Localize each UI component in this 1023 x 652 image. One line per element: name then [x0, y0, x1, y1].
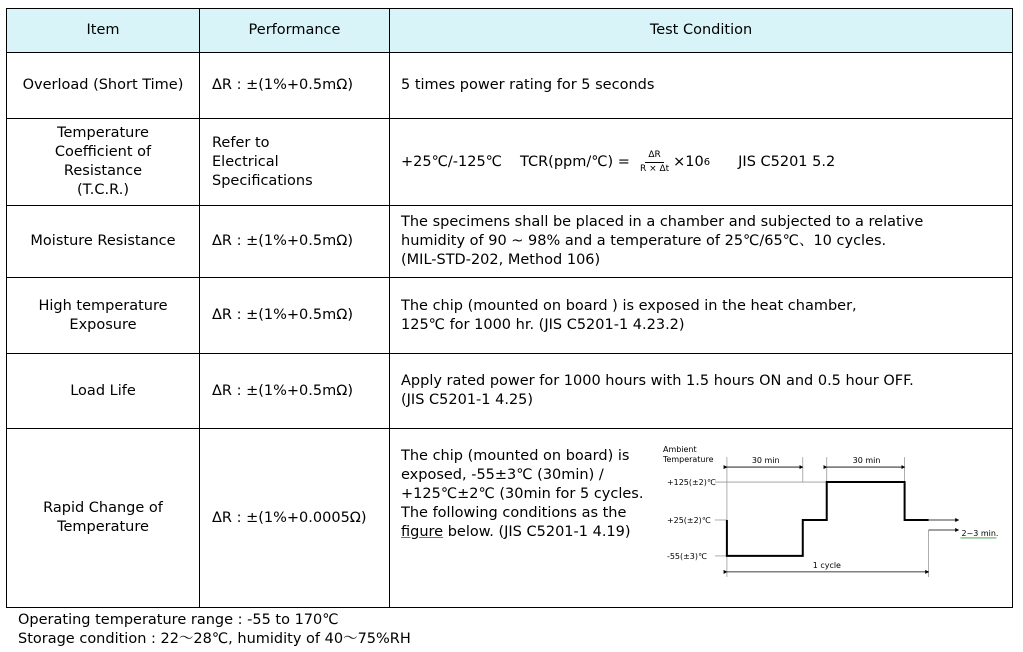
item-cell	[7, 119, 200, 206]
temperature-profile	[726, 482, 928, 556]
row-tcr	[7, 119, 1013, 206]
table-header-row	[7, 9, 1013, 53]
ambient-label-1: Ambient	[662, 445, 697, 455]
fraction-denominator: R × Δt	[639, 163, 670, 174]
item-cell: Moisture Resistance	[7, 206, 200, 278]
test-condition-cell	[390, 354, 1013, 429]
item-line: Rapid Change of	[43, 500, 163, 516]
storage-condition-note: Storage condition : 22～28℃, humidity of 40～75%RH	[18, 631, 411, 647]
cycle-label: 1 cycle	[812, 560, 841, 570]
figure-word: figure	[401, 524, 444, 540]
performance-cell: ΔR : ±(1%+0.0005Ω)	[200, 429, 390, 608]
tcr-label: TCR(ppm/℃) =	[519, 153, 630, 170]
item-cell: Load Life	[7, 354, 200, 429]
row-high-temperature	[7, 278, 1013, 354]
temp-high-label: +125(±2)℃	[666, 478, 716, 488]
row-overload	[7, 53, 1013, 119]
operating-temperature-note: Operating temperature range : -55 to 170℃	[18, 612, 339, 628]
test-specification-table	[6, 8, 1013, 608]
performance-line: Specifications	[212, 172, 313, 189]
fraction-numerator: ΔR	[645, 150, 663, 163]
test-line: The specimens shall be placed in a chamber and subjected to a relative	[401, 214, 924, 230]
temp-low-label: -55(±3)℃	[666, 551, 707, 561]
test-line: The following conditions as the	[401, 505, 627, 521]
row-rapid-change	[7, 429, 1013, 608]
item-line: (T.C.R.)	[77, 182, 129, 198]
row-moisture	[7, 206, 1013, 278]
test-line: humidity of 90 ~ 98% and a temperature of 25℃/65℃、10 cycles.	[401, 233, 887, 249]
rapid-change-content	[401, 429, 1012, 577]
performance-line: Refer to	[212, 134, 270, 151]
test-condition-cell	[390, 429, 1013, 608]
test-line	[401, 523, 659, 542]
performance-cell	[200, 119, 390, 206]
item-line: High temperature	[38, 297, 168, 314]
performance-line: Electrical	[212, 153, 279, 170]
item-line: Resistance	[63, 163, 143, 179]
test-line: (JIS C5201-1 4.25)	[401, 392, 534, 408]
exponent: 6	[703, 156, 711, 168]
temp-mid-label: +25(±2)℃	[666, 515, 711, 525]
row-load-life	[7, 354, 1013, 429]
ambient-label-2: Temperature	[662, 455, 714, 465]
header-item: Item	[7, 9, 200, 53]
test-condition-cell: 5 times power rating for 5 seconds	[390, 53, 1013, 119]
item-cell: Overload (Short Time)	[7, 53, 200, 119]
item-line: Coefficient of	[54, 144, 152, 160]
duration-label-1: 30 min	[751, 456, 780, 466]
item-line: Temperature	[57, 519, 149, 535]
tcr-fraction	[638, 150, 671, 175]
performance-cell: ΔR : ±(1%+0.5mΩ)	[200, 53, 390, 119]
temperature-range: +25℃/-125℃	[401, 153, 502, 170]
item-line: Exposure	[69, 316, 137, 333]
item-cell	[7, 429, 200, 608]
performance-cell: ΔR : ±(1%+0.5mΩ)	[200, 206, 390, 278]
tcr-formula	[401, 150, 1012, 175]
test-line: The chip (mounted on board) is	[401, 448, 630, 464]
test-line: 125℃ for 1000 hr. (JIS C5201-1 4.23.2)	[401, 316, 685, 333]
performance-cell: ΔR : ±(1%+0.5mΩ)	[200, 354, 390, 429]
item-cell	[7, 278, 200, 354]
header-performance: Performance	[200, 9, 390, 53]
test-line-rest: below. (JIS C5201-1 4.19)	[443, 524, 631, 540]
test-condition-cell	[390, 206, 1013, 278]
header-test-condition: Test Condition	[390, 9, 1013, 53]
performance-cell: ΔR : ±(1%+0.5mΩ)	[200, 278, 390, 354]
test-line: +125℃±2℃ (30min for 5 cycles.	[401, 486, 644, 502]
figure-guides	[714, 457, 928, 577]
test-line: Apply rated power for 1000 hours with 1.5 hours ON and 0.5 hour OFF.	[401, 373, 914, 389]
test-line: exposed, -55±3℃ (30min) /	[401, 467, 604, 483]
test-line: (MIL-STD-202, Method 106)	[401, 252, 601, 268]
test-condition-cell	[390, 119, 1013, 206]
item-line: Temperature	[57, 125, 149, 141]
test-line: The chip (mounted on board ) is exposed in the heat chamber,	[401, 297, 857, 314]
transition-label: 2~3 min.	[961, 528, 999, 538]
multiplier: ×10	[673, 153, 704, 170]
test-condition-cell	[390, 278, 1013, 354]
standard-ref: JIS C5201 5.2	[738, 153, 836, 170]
duration-label-2: 30 min	[852, 456, 880, 466]
rapid-change-text	[401, 429, 659, 542]
temperature-cycle-figure	[663, 442, 1012, 577]
